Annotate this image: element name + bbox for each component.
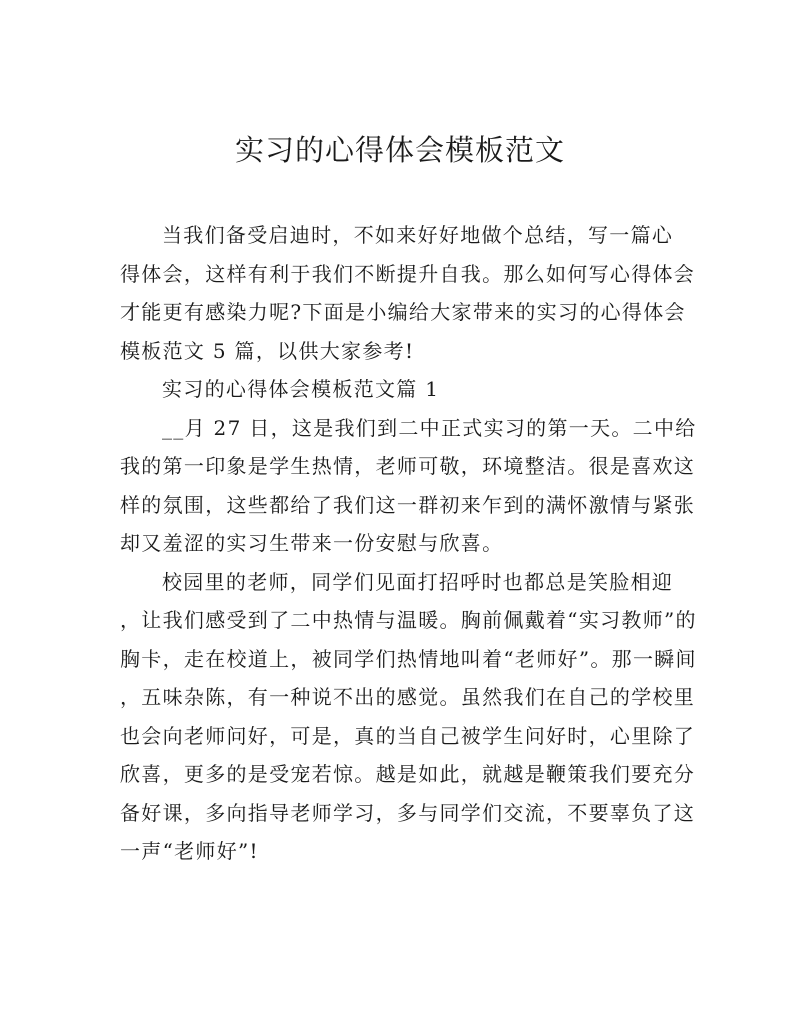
text-line: 当我们备受启迪时，不如来好好地做个总结，写一篇心 xyxy=(162,223,674,247)
text-line: 我的第一印象是学生热情，老师可敬，环境整洁。很是喜欢这 xyxy=(120,454,696,478)
text-line: 欣喜，更多的是受宠若惊。越是如此，就越是鞭策我们要充分 xyxy=(120,762,696,786)
text-line: 得体会，这样有利于我们不断提升自我。那么如何写心得体会 xyxy=(120,261,696,286)
text-line: 胸卡，走在校道上，被同学们热情地叫着“老师好”。那一瞬间 xyxy=(120,646,697,671)
document-title: 实习的心得体会模板范文 xyxy=(234,133,565,167)
text-line: 样的氛围，这些都给了我们这一群初来乍到的满怀激情与紧张 xyxy=(120,492,696,517)
text-line: ，让我们感受到了二中热情与温暖。胸前佩戴着“实习教师”的 xyxy=(120,608,697,632)
document-body xyxy=(120,216,697,871)
text-line: 也会向老师问好，可是，真的当自己被学生问好时，心里除了 xyxy=(120,723,696,748)
text-line: 校园里的老师，同学们见面打招呼时也都总是笑脸相迎 xyxy=(162,569,674,594)
text-line: 才能更有感染力呢?下面是小编给大家带来的实习的心得体会 xyxy=(120,300,686,324)
text-line: 一声“老师好”! xyxy=(120,839,259,863)
text-line: 模板范文 5 篇，以供大家参考! xyxy=(120,338,415,363)
text-line: 备好课，多向指导老师学习，多与同学们交流，不要辜负了这 xyxy=(120,800,696,825)
text-line: 却又羞涩的实习生带来一份安慰与欣喜。 xyxy=(120,531,504,555)
text-line: __月 27 日，这是我们到二中正式实习的第一天。二中给 xyxy=(162,415,697,440)
text-line: 实习的心得体会模板范文篇 1 xyxy=(162,377,440,401)
text-line: ，五味杂陈，有一种说不出的感觉。虽然我们在自己的学校里 xyxy=(120,685,696,709)
